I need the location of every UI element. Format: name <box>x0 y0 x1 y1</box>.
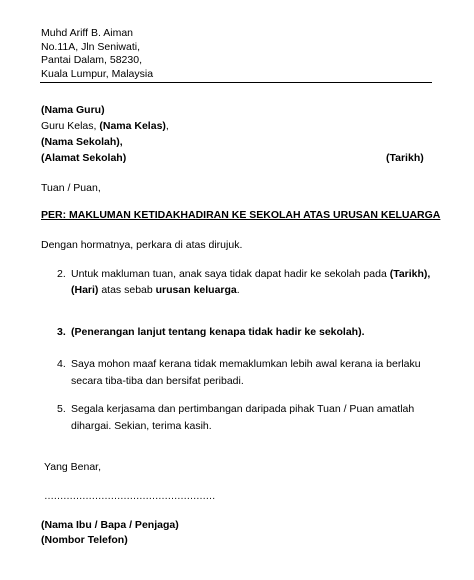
paragraph-line: (Hari) atas sebab urusan keluarga. <box>71 284 240 296</box>
signatory-name: (Nama Ibu / Bapa / Penjaga) <box>41 519 179 531</box>
subject-line: PER: MAKLUMAN KETIDAKHADIRAN KE SEKOLAH ATAS URUSAN KELUARGA <box>41 209 441 221</box>
recipient-school-address: (Alamat Sekolah) <box>41 152 127 164</box>
recipient-name: (Nama Guru) <box>41 104 105 116</box>
paragraph-number: 4. <box>57 358 66 370</box>
sender-block <box>41 27 153 81</box>
sender-address-line-3: Kuala Lumpur, Malaysia <box>41 67 154 80</box>
paragraph-number: 3. <box>57 326 66 338</box>
paragraph-number: 5. <box>57 403 66 415</box>
sender-address-line-1: No.11A, Jln Seniwati, <box>41 40 141 53</box>
recipient-class: Guru Kelas, (Nama Kelas), <box>41 120 169 132</box>
signature-line: ……………………………………………… <box>44 491 215 502</box>
paragraph-line: (Penerangan lanjut tentang kenapa tidak hadir ke sekolah). <box>71 326 365 338</box>
signatory-phone: (Nombor Telefon) <box>41 534 128 546</box>
salutation: Tuan / Puan, <box>41 182 101 194</box>
letter-date: (Tarikh) <box>386 152 424 164</box>
sender-name: Muhd Ariff B. Aiman <box>41 27 134 39</box>
opening-paragraph: Dengan hormatnya, perkara di atas dirujuk. <box>41 239 243 251</box>
paragraph-line: Segala kerjasama dan pertimbangan daripada pihak Tuan / Puan amatlah <box>71 403 415 415</box>
recipient-school: (Nama Sekolah), <box>41 136 123 148</box>
sender-address-line-2: Pantai Dalam, 58230, <box>41 54 142 66</box>
header-divider <box>40 82 432 83</box>
paragraph-line: Untuk makluman tuan, anak saya tidak dapat hadir ke sekolah pada (Tarikh), <box>71 268 431 280</box>
paragraph-line: Saya mohon maaf kerana tidak memaklumkan lebih awal kerana ia berlaku <box>71 358 421 370</box>
closing: Yang Benar, <box>44 461 102 473</box>
paragraph-line: secara tiba-tiba dan bersifat peribadi. <box>71 375 244 387</box>
paragraph-line: dihargai. Sekian, terima kasih. <box>71 420 212 432</box>
paragraph-number: 2. <box>57 268 66 280</box>
